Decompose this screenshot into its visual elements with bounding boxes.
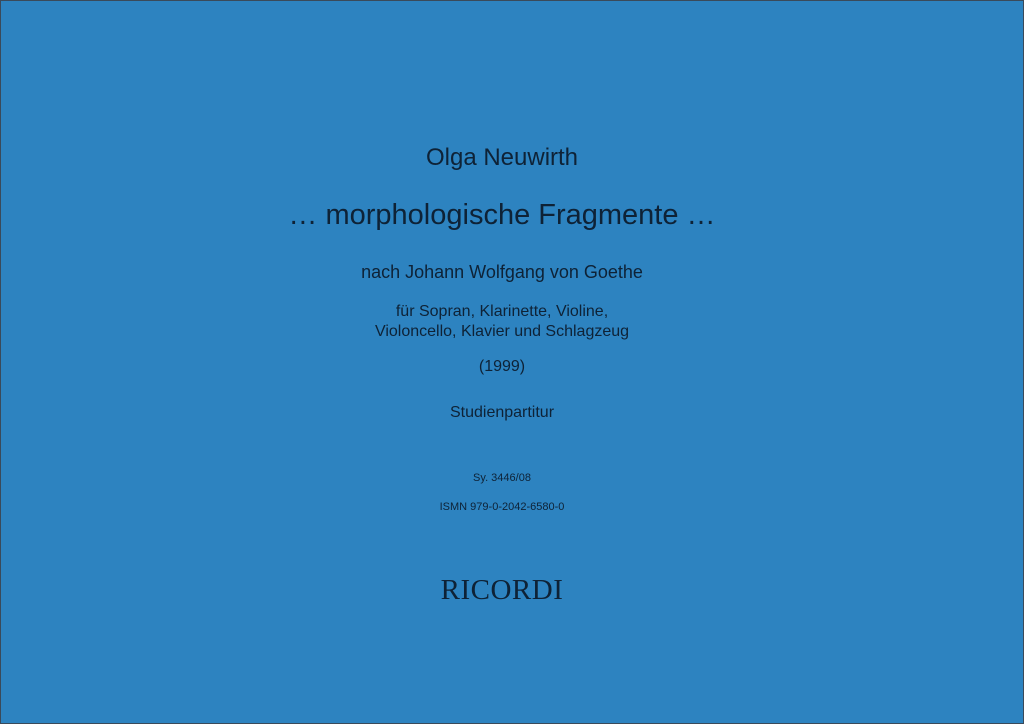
edition-type: Studienpartitur bbox=[449, 404, 555, 421]
publisher-logo: RICORDI bbox=[440, 574, 564, 606]
instrumentation-line-2: Violoncello, Klavier und Schlagzeug bbox=[374, 323, 630, 340]
work-title: … morphologische Fragmente … bbox=[288, 199, 716, 231]
work-subtitle: nach Johann Wolfgang von Goethe bbox=[361, 262, 643, 282]
instrumentation-line-1: für Sopran, Klarinette, Violine, bbox=[395, 303, 609, 320]
catalog-number: Sy. 3446/08 bbox=[473, 472, 531, 484]
instrumentation bbox=[0, 302, 1004, 342]
composer-name: Olga Neuwirth bbox=[425, 144, 579, 171]
composition-year: (1999) bbox=[478, 358, 526, 375]
ismn-number: ISMN 979-0-2042-6580-0 bbox=[439, 501, 565, 513]
